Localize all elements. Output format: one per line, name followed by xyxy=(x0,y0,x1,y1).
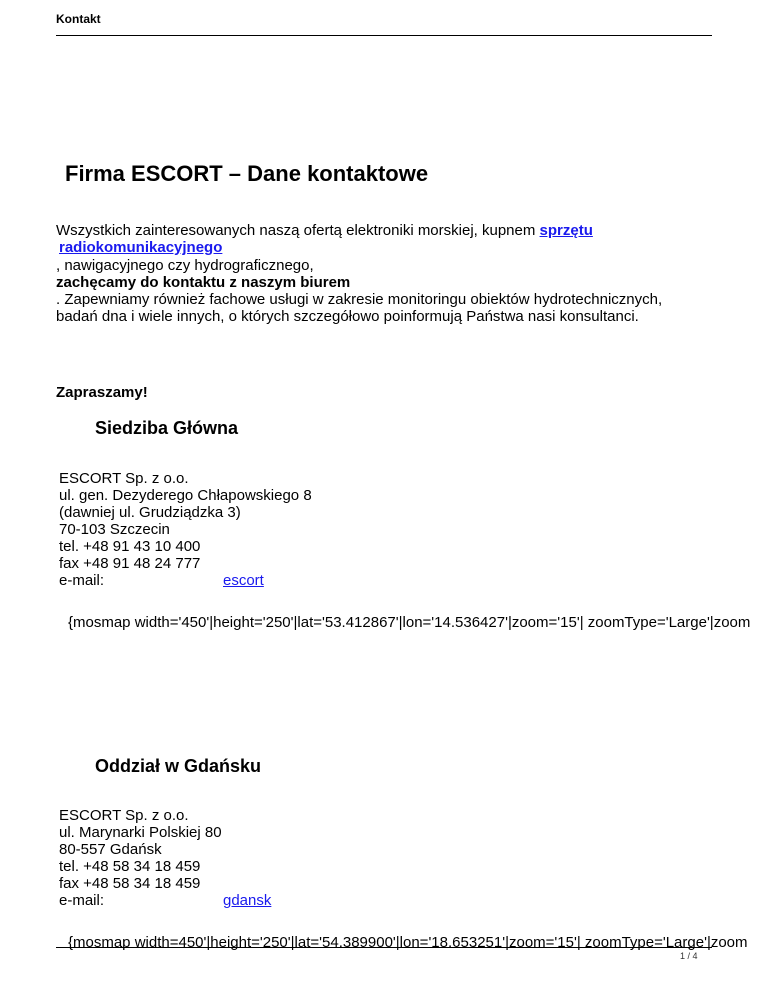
address-line: (dawniej ul. Grudziądzka 3) xyxy=(59,504,241,521)
section-title-headquarters: Siedziba Główna xyxy=(95,418,239,438)
mosmap-code-gdansk: {mosmap width=450'|height='250'|lat='54.389900'|lon='18.653251'|zoom='15'| zoomType='Large'|zoom xyxy=(68,934,748,951)
email-label: e-mail: xyxy=(59,892,105,909)
intro-line-2 xyxy=(59,239,222,256)
fax-line: fax +48 58 34 18 459 xyxy=(59,875,201,892)
email-link-gdansk[interactable]: gdansk xyxy=(223,892,272,909)
email-link-escort[interactable]: escort xyxy=(223,572,264,589)
equipment-link-part1[interactable]: sprzętu xyxy=(539,222,593,239)
page-title: Firma ESCORT – Dane kontaktowe xyxy=(65,161,429,186)
invite-text: Zapraszamy! xyxy=(56,384,148,401)
intro-text-before-link: Wszystkich zainteresowanych naszą ofertą elektroniki morskiej, kupnem xyxy=(56,222,540,239)
section-title-gdansk: Oddział w Gdańsku xyxy=(95,756,262,776)
fax-line: fax +48 91 48 24 777 xyxy=(59,555,201,572)
phone-line: tel. +48 58 34 18 459 xyxy=(59,858,201,875)
page-number: 1 / 4 xyxy=(680,951,698,961)
address-line: 80-557 Gdańsk xyxy=(59,841,162,858)
footer-divider xyxy=(56,947,712,948)
address-line: ul. Marynarki Polskiej 80 xyxy=(59,824,222,841)
intro-line-1 xyxy=(56,222,593,239)
email-label: e-mail: xyxy=(59,572,105,589)
address-line: ESCORT Sp. z o.o. xyxy=(59,807,189,824)
header-divider xyxy=(56,35,712,36)
mosmap-code-headquarters: {mosmap width='450'|height='250'|lat='53.412867'|lon='14.536427'|zoom='15'| zoomType='Large'|zoom xyxy=(68,614,751,631)
page-header-title: Kontakt xyxy=(56,12,101,26)
intro-closing-line-2: badań dna i wiele innych, o których szczegółowo poinformują Państwa nasi konsultanci. xyxy=(56,308,639,325)
equipment-link-part2[interactable]: radiokomunikacyjnego xyxy=(59,239,223,256)
address-line: ul. gen. Dezyderego Chłapowskiego 8 xyxy=(59,487,312,504)
intro-closing-line-1: . Zapewniamy również fachowe usługi w zakresie monitoringu obiektów hydrotechnicznych, xyxy=(56,291,663,308)
phone-line: tel. +48 91 43 10 400 xyxy=(59,538,201,555)
intro-bold-text: zachęcamy do kontaktu z naszym biurem xyxy=(56,274,351,291)
address-line: 70-103 Szczecin xyxy=(59,521,170,538)
intro-text-after-link: , nawigacyjnego czy hydrograficznego, xyxy=(56,257,314,274)
address-line: ESCORT Sp. z o.o. xyxy=(59,470,189,487)
